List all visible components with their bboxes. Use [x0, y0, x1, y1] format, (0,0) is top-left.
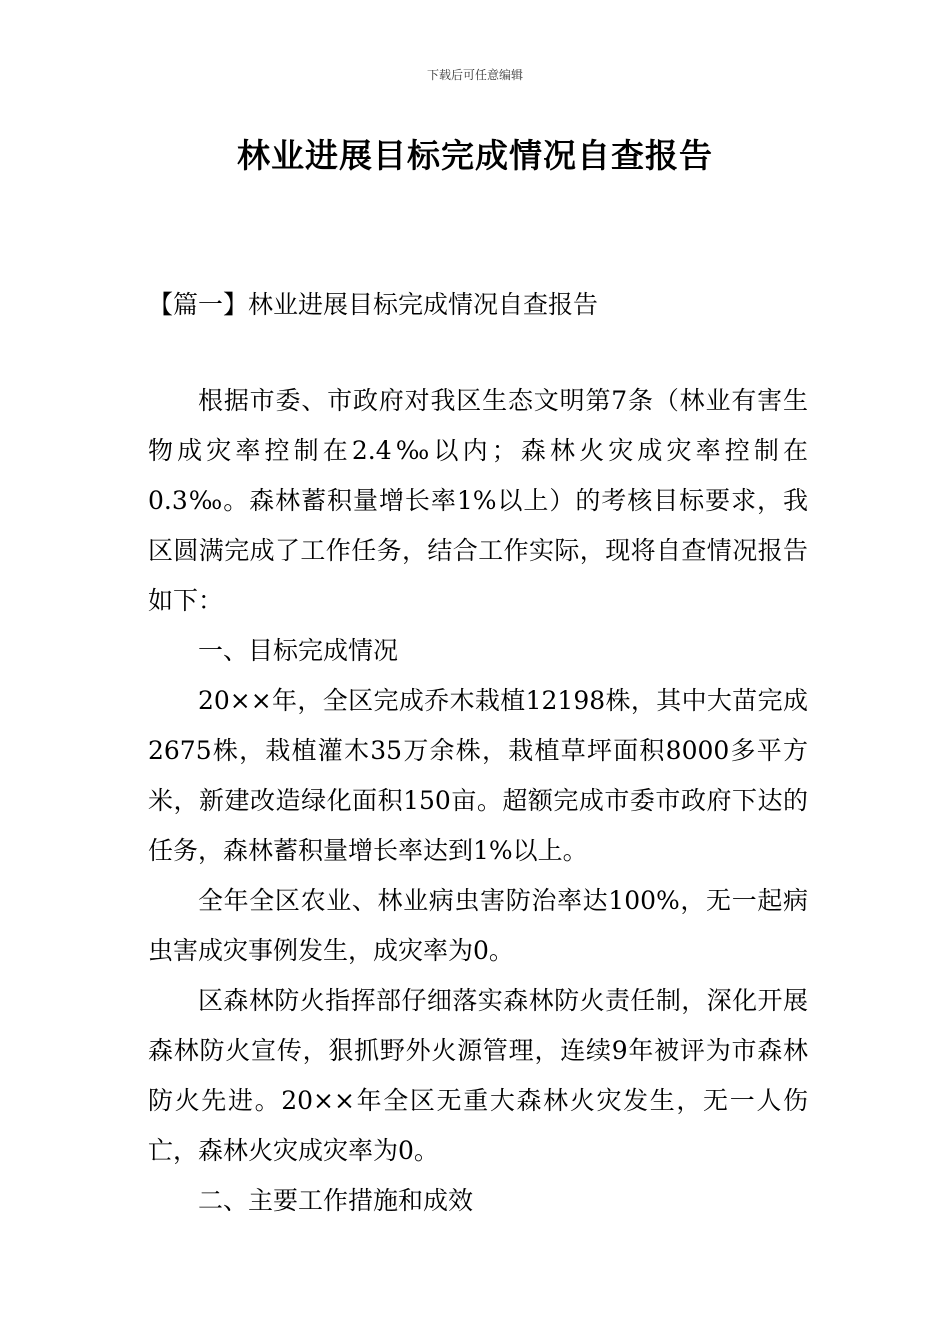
- paragraph-pest-control: 全年全区农业、林业病虫害防治率达100%，无一起病虫害成灾事例发生，成灾率为0。: [148, 886, 808, 965]
- heading-measures: 二、主要工作措施和成效: [198, 1186, 474, 1215]
- paragraph-fire-prevention: 区森林防火指挥部仔细落实森林防火责任制，深化开展森林防火宣传，狠抓野外火源管理，连续9年被评为市森林防火先进。20××年全区无重大森林火灾发生，无一人伤亡，森林火灾成灾率为0。: [148, 986, 808, 1165]
- document-body: [148, 376, 808, 1226]
- document-title: 林业进展目标完成情况自查报告: [237, 136, 713, 175]
- header-note: 下载后可任意编辑: [426, 68, 523, 82]
- paragraph-planting: 20××年，全区完成乔木栽植12198株，其中大苗完成2675株，栽植灌木35万余株，栽植草坪面积8000多平方米，新建改造绿化面积150亩。超额完成市委市政府下达的任务，森林蓄积量增长率达到1%以上。: [148, 686, 808, 865]
- heading-goal-completion: 一、目标完成情况: [198, 636, 399, 665]
- paragraph-intro: 根据市委、市政府对我区生态文明第7条（林业有害生物成灾率控制在2.4‰以内；森林火灾成灾率控制在0.3‰。森林蓄积量增长率1%以上）的考核目标要求，我区圆满完成了工作任务，结合工作实际，现将自查情况报告如下：: [148, 386, 808, 615]
- section-title: 【篇一】林业进展目标完成情况自查报告: [148, 290, 599, 319]
